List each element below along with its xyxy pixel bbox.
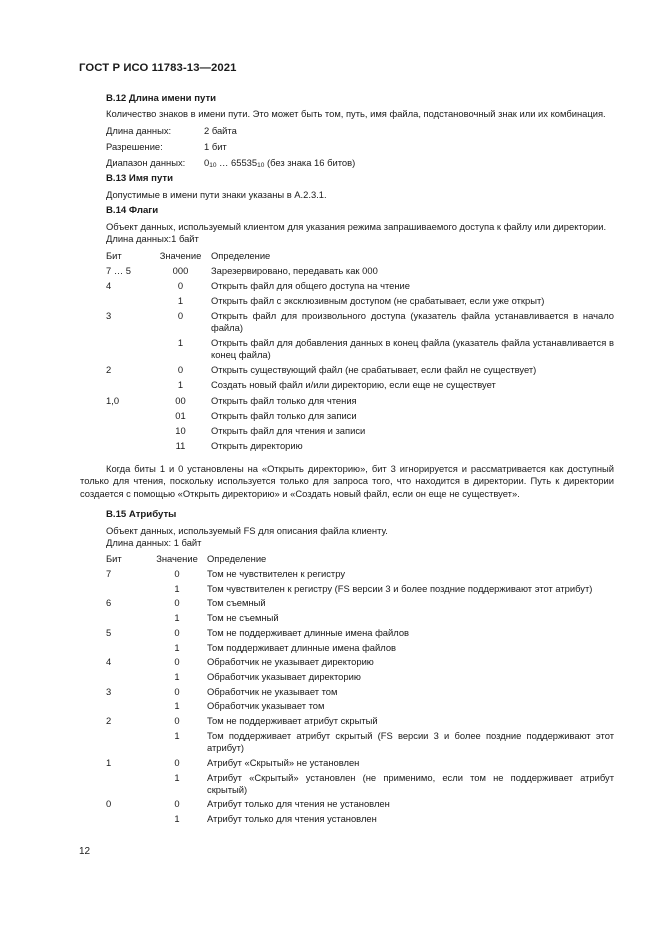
definition-cell: Открыть файл с эксклюзивным доступом (не срабатывает, если уже открыт): [211, 294, 545, 306]
bit-cell: 0: [106, 798, 112, 810]
definition-cell: Том не съемный: [207, 612, 279, 624]
data-length: Длина данных: 1 байт: [106, 537, 202, 549]
table-row: [106, 597, 614, 612]
bit-cell: 7: [106, 567, 112, 579]
bit-cell: 4: [106, 656, 112, 668]
section-title: B.14 Флаги: [106, 205, 159, 217]
definition-cell: Том не поддерживает атрибут скрытый: [207, 715, 378, 727]
value-cell: 1: [177, 337, 184, 349]
value-cell: 0: [177, 364, 184, 376]
column-header-value: Значение: [156, 553, 198, 565]
table-row: [106, 583, 614, 598]
value-cell: 00: [175, 394, 186, 406]
bit-cell: 6: [106, 597, 112, 609]
definition-cell: Открыть директорию: [211, 439, 303, 451]
definition-cell: Том поддерживает атрибут скрытый (FS версии 3 и более поздние поддерживают этот атрибут): [207, 729, 614, 754]
value-cell: 1: [174, 729, 180, 741]
resolution-row: [106, 141, 614, 153]
bit-cell: [106, 410, 150, 425]
range-to-base: 10: [257, 162, 265, 170]
table-row: [106, 612, 614, 627]
attributes-table: [106, 553, 614, 828]
value-cell: 1: [174, 771, 180, 783]
definition-cell: Атрибут только для чтения установлен: [207, 813, 377, 825]
resolution-value: 1 бит: [204, 140, 227, 152]
bit-cell: 4: [106, 279, 112, 291]
value-cell: 1: [174, 641, 180, 653]
table-row: [106, 813, 614, 828]
range-from: 0: [204, 157, 210, 169]
page-content: [80, 93, 614, 828]
section-b12: [106, 93, 614, 169]
table-row: [106, 715, 614, 730]
bit-cell: [106, 337, 150, 364]
section-description: Объект данных, используемый FS для описания файла клиенту.: [106, 524, 388, 536]
bit-cell: [106, 700, 147, 715]
resolution-label: Разрешение:: [106, 140, 163, 152]
column-header-definition: Определение: [211, 249, 271, 261]
table-row: [106, 686, 614, 701]
table-row: [106, 440, 614, 455]
table-row: [106, 295, 614, 310]
value-cell: 01: [175, 409, 186, 421]
definition-cell: Открыть файл только для чтения: [211, 394, 357, 406]
bit-cell: [106, 730, 147, 757]
definition-cell: Том чувствителен к регистру (FS версии 3 и более поздние поддерживают этот атрибут): [207, 582, 593, 594]
table-row: [106, 730, 614, 757]
range-from-base: 10: [209, 162, 217, 170]
table-row: [106, 425, 614, 440]
definition-cell: Открыть файл для произвольного доступа (указатель файла устанавливается в начало файла): [211, 310, 614, 334]
value-cell: 0: [177, 279, 184, 291]
bit-cell: [106, 583, 147, 598]
table-row: [106, 364, 614, 379]
bit-cell: 7 … 5: [106, 264, 132, 276]
value-cell: 10: [175, 424, 186, 436]
definition-cell: Обработчик указывает том: [207, 700, 325, 712]
definition-cell: Зарезервировано, передавать как 000: [211, 264, 378, 276]
flags-note: Когда биты 1 и 0 установлены на «Открыть директорию», бит 3 игнорируется и рассматривается как доступный только для чтения, поскольку используется только для запроса того, что находится в директории. Путь к директории создается с помощью «Открыть директорию» и «Создать новый файл, если он еще не существует».: [80, 462, 614, 499]
section-b13: [106, 173, 614, 201]
bit-cell: [106, 772, 147, 799]
table-row: [106, 627, 614, 642]
data-length-row: [106, 125, 614, 137]
data-length-value: 2 байта: [204, 124, 237, 136]
definition-cell: Создать новый файл и/или директорию, если еще не существует: [211, 379, 496, 391]
value-cell: 0: [174, 685, 180, 697]
table-row: [106, 280, 614, 295]
definition-cell: Том поддерживает длинные имена файлов: [207, 641, 397, 653]
table-row: [106, 265, 614, 280]
value-cell: 1: [174, 612, 180, 624]
bit-cell: 2: [106, 715, 112, 727]
bit-cell: [106, 440, 150, 455]
bit-cell: [106, 425, 150, 440]
definition-cell: Открыть файл только для записи: [211, 409, 357, 421]
bit-cell: 2: [106, 364, 112, 376]
table-row: [106, 671, 614, 686]
data-length: Длина данных:1 байт: [106, 232, 199, 244]
section-title: B.13 Имя пути: [106, 173, 174, 185]
section-title: B.12 Длина имени пути: [106, 93, 217, 104]
definition-cell: Обработчик указывает директорию: [207, 671, 361, 682]
section-description: Количество знаков в имени пути. Это может быть том, путь, имя файла, подстановочный знак или их комбинация.: [106, 108, 606, 120]
definition-cell: Атрибут «Скрытый» установлен (не применимо, если том не поддерживает атрибут скрытый): [207, 771, 614, 795]
definition-cell: Обработчик не указывает том: [207, 685, 338, 697]
table-row: [106, 395, 614, 410]
value-cell: 1: [174, 700, 180, 712]
value-cell: 000: [172, 264, 189, 276]
value-cell: 0: [174, 798, 180, 810]
value-cell: 0: [174, 597, 180, 609]
definition-cell: Атрибут только для чтения не установлен: [207, 798, 390, 810]
section-b15: [106, 509, 614, 828]
table-row: [106, 798, 614, 813]
bit-cell: 3: [106, 685, 112, 697]
data-range-row: [106, 157, 614, 169]
definition-cell: Открыть файл для чтения и записи: [211, 424, 366, 436]
column-header-bit: Бит: [106, 553, 122, 565]
document-header: ГОСТ Р ИСО 11783-13—2021: [79, 62, 237, 74]
table-header-row: [106, 250, 614, 265]
bit-cell: [106, 671, 147, 686]
bit-cell: 1: [106, 756, 112, 768]
attributes-table-body: [106, 568, 614, 828]
table-row: [106, 700, 614, 715]
column-header-bit: Бит: [106, 249, 122, 261]
definition-cell: Том не поддерживает длинные имена файлов: [207, 626, 410, 638]
value-cell: 1: [174, 582, 180, 594]
section-description: Объект данных, используемый клиентом для указания режима запрашиваемого доступа к файлу или директории.: [106, 220, 607, 232]
value-cell: 0: [174, 756, 180, 768]
range-to: … 65535: [216, 157, 258, 169]
bit-cell: 5: [106, 626, 112, 638]
definition-cell: Открыть файл для добавления данных в конец файла (указатель файла устанавливается в конец файла): [211, 337, 614, 361]
value-cell: 1: [174, 813, 180, 825]
data-range-label: Диапазон данных:: [106, 157, 186, 169]
bit-cell: [106, 295, 150, 310]
bit-cell: 1,0: [106, 394, 120, 406]
definition-cell: Открыть существующий файл (не срабатывает, если файл не существует): [211, 364, 537, 376]
section-description: Допустимые в имени пути знаки указаны в А.2.3.1.: [106, 188, 327, 200]
flags-table-body: [106, 265, 614, 455]
data-range-value: [204, 157, 355, 169]
table-row: [106, 772, 614, 799]
table-header-row: [106, 553, 614, 568]
table-row: [106, 310, 614, 337]
bit-cell: [106, 379, 150, 394]
value-cell: 0: [174, 626, 180, 638]
value-cell: 0: [174, 656, 180, 668]
value-cell: 1: [177, 294, 184, 306]
bit-cell: 3: [106, 310, 112, 321]
value-cell: 0: [174, 567, 180, 579]
value-cell: 0: [174, 715, 180, 727]
table-row: [106, 379, 614, 394]
value-cell: 0: [177, 310, 184, 321]
column-header-value: Значение: [159, 249, 202, 261]
section-title: B.15 Атрибуты: [106, 509, 177, 521]
page-number: 12: [79, 846, 91, 857]
table-row: [106, 642, 614, 657]
bit-cell: [106, 813, 147, 828]
definition-cell: Том съемный: [207, 597, 266, 609]
value-cell: 1: [174, 671, 180, 682]
definition-cell: Открыть файл для общего доступа на чтение: [211, 279, 410, 291]
column-header-definition: Определение: [207, 553, 267, 565]
section-b14: [80, 205, 614, 500]
definition-cell: Обработчик не указывает директорию: [207, 656, 374, 668]
table-row: [106, 656, 614, 671]
value-cell: 1: [177, 379, 184, 391]
table-row: [106, 337, 614, 364]
bit-cell: [106, 642, 147, 657]
flags-table: [106, 250, 614, 455]
definition-cell: Атрибут «Скрытый» не установлен: [207, 756, 360, 768]
table-row: [106, 568, 614, 583]
table-row: [106, 410, 614, 425]
value-cell: 11: [175, 439, 186, 451]
bit-cell: [106, 612, 147, 627]
range-note: (без знака 16 битов): [264, 157, 356, 169]
definition-cell: Том не чувствителен к регистру: [207, 567, 346, 579]
data-length-label: Длина данных:: [106, 124, 172, 136]
table-row: [106, 757, 614, 772]
